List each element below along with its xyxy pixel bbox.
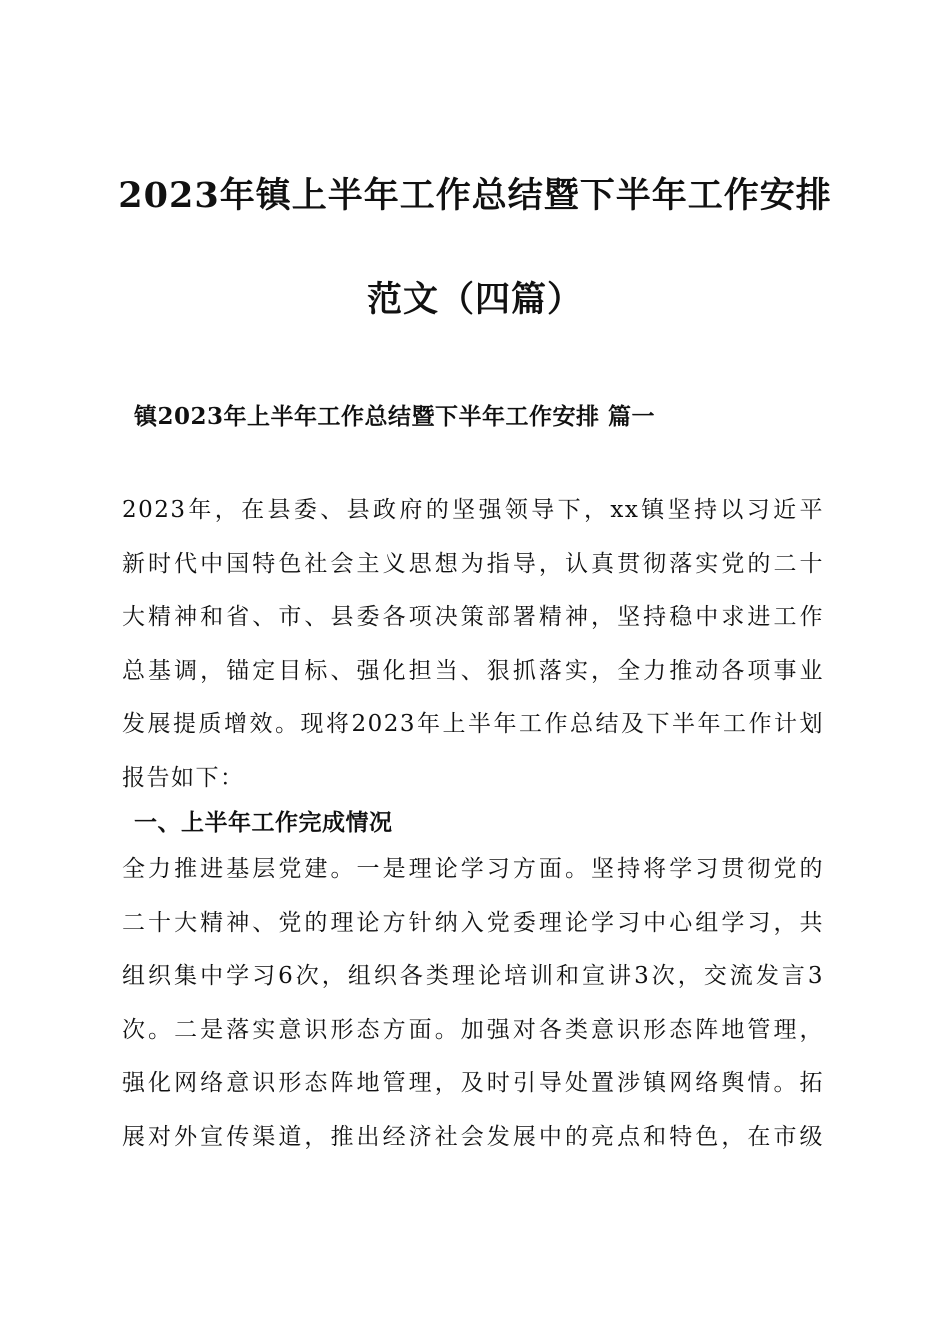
paragraph-1 — [122, 484, 824, 805]
paragraph-1-line: 总基调，锚定目标、强化担当、狠抓落实，全力推动各项事业 — [122, 657, 824, 684]
section-heading: 镇2023年上半年工作总结暨下半年工作安排 篇一 — [134, 403, 656, 430]
paragraph-1-line: 新时代中国特色社会主义思想为指导，认真贯彻落实党的二十 — [122, 550, 824, 577]
document-title-line-1: 2023年镇上半年工作总结暨下半年工作安排 — [118, 175, 832, 216]
paragraph-1-line: 2023年，在县委、县政府的坚强领导下，xx镇坚持以习近平 — [122, 497, 824, 523]
paragraph-2-line: 次。二是落实意识形态方面。加强对各类意识形态阵地管理， — [122, 1016, 824, 1043]
paragraph-2 — [122, 843, 824, 1164]
paragraph-2-line: 二十大精神、党的理论方针纳入党委理论学习中心组学习，共 — [122, 909, 824, 936]
paragraph-1-line: 发展提质增效。现将2023年上半年工作总结及下半年工作计划 — [122, 711, 824, 737]
paragraph-2-line: 强化网络意识形态阵地管理，及时引导处置涉镇网络舆情。拓 — [122, 1070, 824, 1096]
paragraph-2-line: 组织集中学习6次，组织各类理论培训和宣讲3次，交流发言3 — [122, 963, 824, 989]
document-title-line-2: 范文（四篇） — [366, 279, 583, 320]
paragraph-1-line: 大精神和省、市、县委各项决策部署精神，坚持稳中求进工作 — [122, 604, 824, 630]
paragraph-1-line: 报告如下： — [122, 764, 245, 791]
paragraph-2-line: 展对外宣传渠道，推出经济社会发展中的亮点和特色，在市级 — [122, 1123, 824, 1150]
heading-first-half-work: 一、上半年工作完成情况 — [134, 809, 393, 836]
paragraph-2-line: 全力推进基层党建。一是理论学习方面。坚持将学习贯彻党的 — [122, 856, 824, 882]
